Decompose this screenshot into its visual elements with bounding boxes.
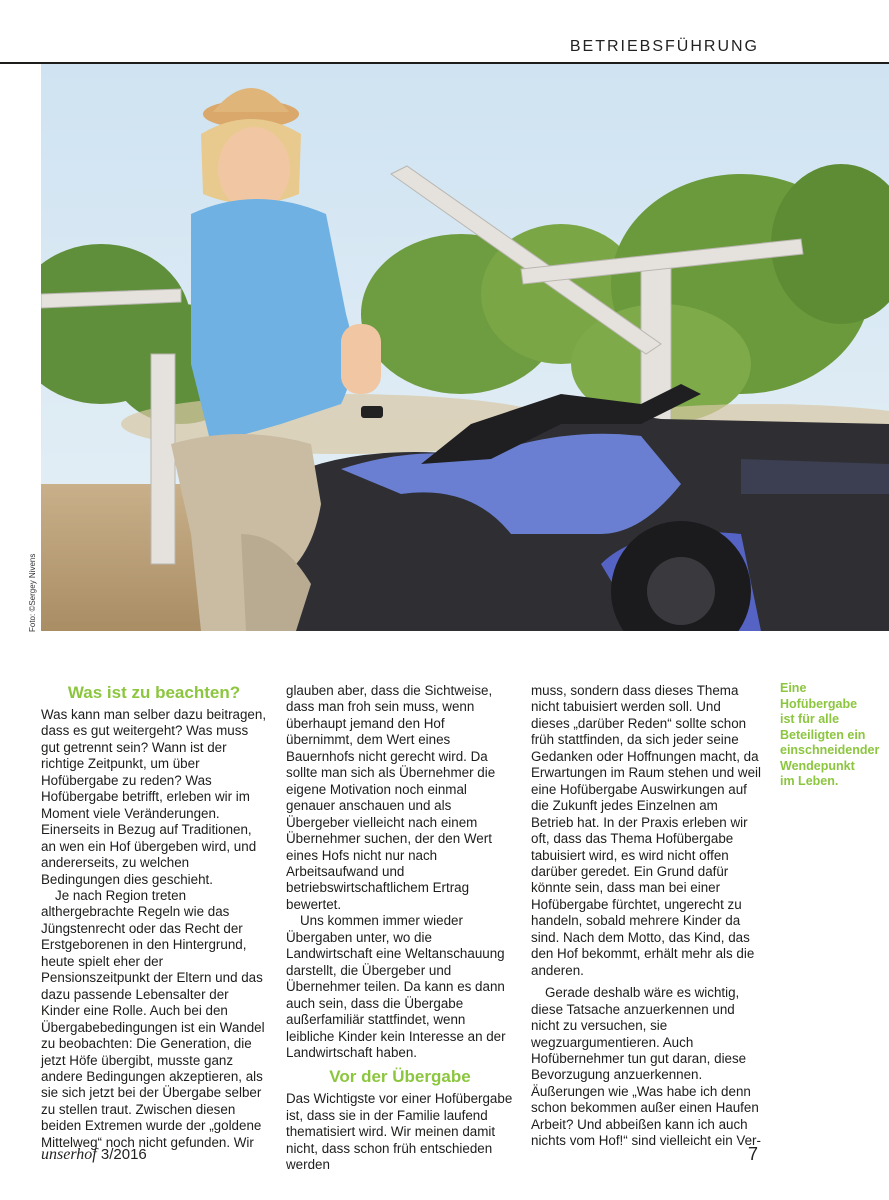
paragraph: Je nach Region treten althergebrachte Regeln wie das Jüngstenrecht oder das Recht der Erstgeborenen in den Hintergrund, heute spielt eher der Pensionszeitpunkt der Eltern und das dazu passende Lebensalter der Kinder eine Rolle. Auch bei den Übergabebedingungen ist ein Wandel zu beobachten: Die Generation, die jetzt Höfe übergibt, musste ganz andere Bedingungen akzeptieren, als sie sich jetzt bei der Übergabe selber zu stellen traut. Zwischen diesen beiden Extremen wurde der „goldene Mittelweg“ noch nicht gefunden. Wir [41,887,265,1150]
issue-number: 3/2016 [100,1146,147,1163]
article-column-3 [531,683,761,1150]
footer-magazine [41,1146,147,1164]
article-column-2 [286,683,514,1174]
subheading-vor-der-uebergabe: Vor der Übergabe [329,1067,471,1087]
section-header: BETRIEBSFÜHRUNG [569,38,759,55]
paragraph: glauben aber, dass die Sichtweise, dass man froh sein muss, wenn überhaupt jemand den Hof übernimmt, dem Wert eines Bauernhofs nicht gerecht wird. Da sollte man sich als Übernehmer die eigene Motivation noch einmal genauer anschauen und als Übergeber vielleicht nach einem Übernehmer suchen, der den Wert eines Hofs nicht nur nach Arbeitsaufwand und betriebswirtschaftlichem Ertrag bewertet. [286,683,496,912]
page-number: 7 [748,1144,759,1164]
photo-illustration [41,64,889,631]
hero-photo [41,64,889,631]
magazine-name: unserhof [41,1146,97,1163]
paragraph: Was kann man selber dazu beitragen, dass es gut weitergeht? Was muss gut getrennt sein? Wann ist der richtige Zeitpunkt, um über Hofübergabe zu reden? Was Hofübergabe betrifft, erleben wir im Moment viele Veränderungen. Einerseits in Bezug auf Traditionen, an wen ein Hof übergeben wird, und andererseits, zu welchen Bedingungen dies geschieht. [41,707,267,887]
paragraph: Das Wichtigste vor einer Hofübergabe ist, dass sie in der Familie laufend thematisiert wird. Wir meinen damit nicht, dass schon früh entschieden werden [286,1091,513,1173]
article-column-1 [41,683,267,1151]
pull-quote: Eine Hofübergabe ist für alle Beteiligten ein einschneidender Wendepunkt im Leben. [780,681,880,788]
paragraph: muss, sondern dass dieses Thema nicht tabuisiert werden soll. Und dieses „darüber Reden“ sollte schon früh stattfinden, da sich jeder seine Gedanken oder Hoffnungen macht, da Erwartungen im Raum stehen und weil eine Hofübergabe Auswirkungen auf die Zukunft jedes Einzelnen am Betrieb hat. In der Praxis erleben wir oft, dass das Thema Hofübergabe tabuisiert wird, es wird nicht offen darüber geredet. Ein Grund dafür könnte sein, dass man bei einer Hofübergabe fürchtet, ungerecht zu handeln, sobald mehrere Kinder da sind. Nach dem Motto, das Kind, das den Hof bekommt, erhält mehr als die anderen. [531,683,761,978]
photo-credit: Foto: ©Sergey Nivens [28,553,37,632]
paragraph: Uns kommen immer wieder Übergaben unter, wo die Landwirtschaft eine Weltanschauung darstellt, die Übergeber und Übernehmer teilen. Da kann es dann auch sein, dass die Übergabe außerfamiliär stattfindet, wenn leibliche Kinder kein Interesse an der Landwirtschaft haben. [286,913,506,1060]
paragraph: Gerade deshalb wäre es wichtig, diese Tatsache anzuerkennen und nicht zu versuchen, sie wegzuargumentieren. Auch Hofübernehmer tun gut daran, diese Bevorzugung anzuerkennen. Äußerungen wie „Was habe ich denn schon bekommen außer einen Haufen Arbeit? Und abbeißen kann ich auch nichts vom Hof!“ sind vielleicht ein Ver- [531,985,761,1149]
subheading-was-ist-zu-beachten: Was ist zu beachten? [67,683,241,702]
